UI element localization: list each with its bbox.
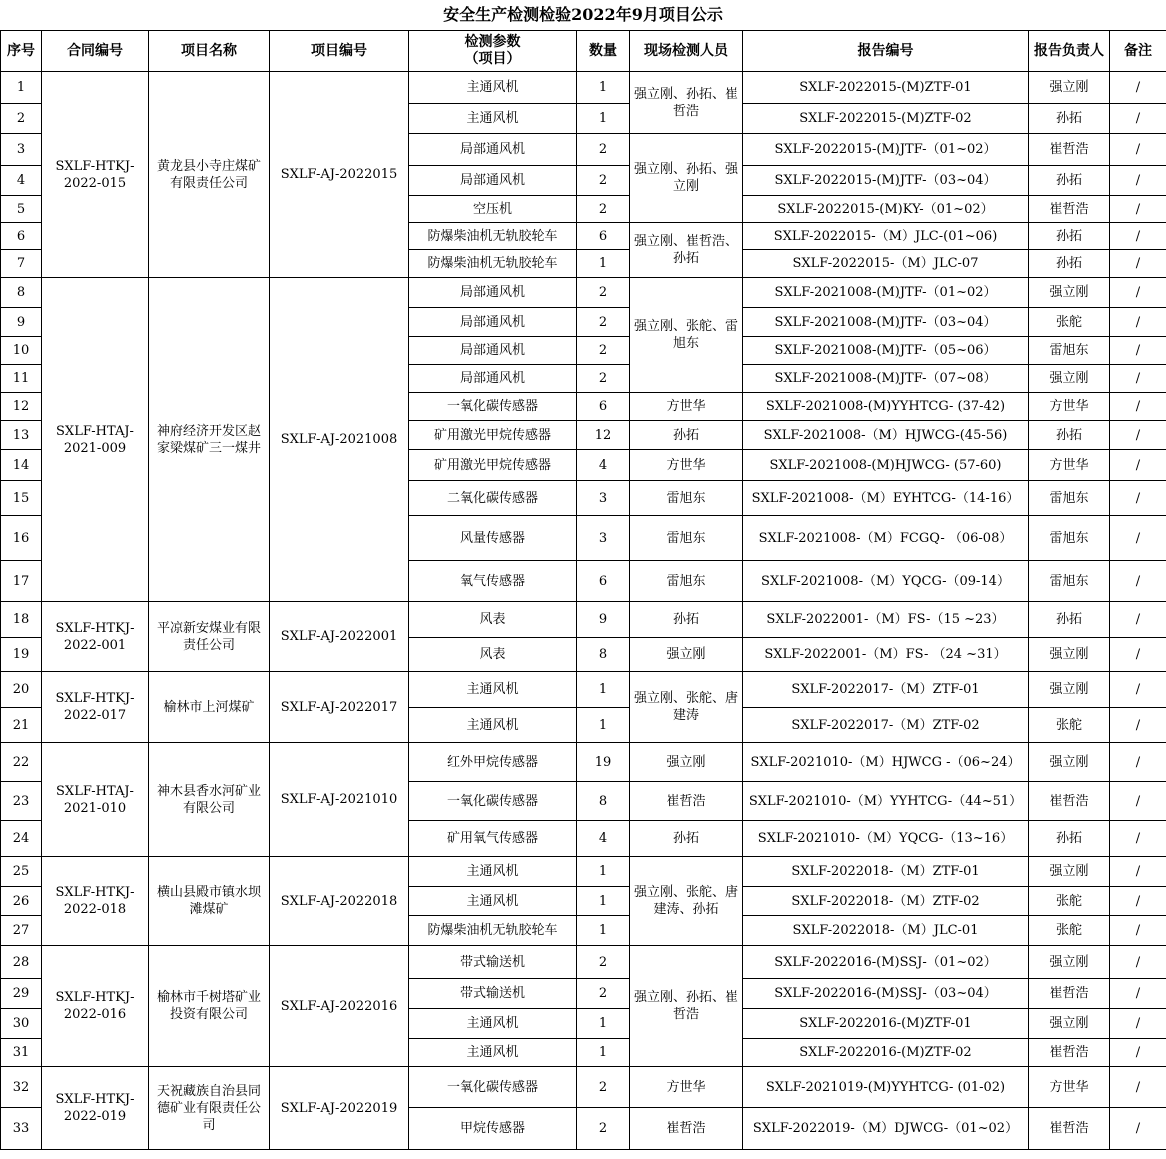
report-owner-cell: 雷旭东 <box>1029 337 1110 365</box>
seq-cell: 17 <box>1 561 42 602</box>
seq-cell: 5 <box>1 196 42 223</box>
table-row <box>1 857 1166 887</box>
report-owner-cell: 孙拓 <box>1029 821 1110 857</box>
seq-cell: 16 <box>1 516 42 561</box>
header-param-sub: （项目） <box>464 51 521 67</box>
inspectors-cell: 雷旭东 <box>630 481 743 516</box>
report-owner-cell: 崔哲浩 <box>1029 1108 1110 1150</box>
table-row <box>1 743 1166 782</box>
qty-cell: 2 <box>577 365 630 393</box>
header-contract-no: 合同编号 <box>42 31 149 72</box>
seq-cell: 14 <box>1 450 42 481</box>
seq-cell: 28 <box>1 946 42 979</box>
inspectors-cell: 强立刚、崔哲浩、孙拓 <box>630 223 743 278</box>
qty-cell: 2 <box>577 1067 630 1108</box>
report-owner-cell: 崔哲浩 <box>1029 782 1110 821</box>
seq-cell: 30 <box>1 1009 42 1039</box>
report-no-cell: SXLF-2022015-（M）JLC-07 <box>743 250 1029 278</box>
report-no-cell: SXLF-2022015-(M)KY-（01~02） <box>743 196 1029 223</box>
param-cell: 氧气传感器 <box>409 561 577 602</box>
table-row <box>1 278 1166 308</box>
inspection-table <box>0 30 1166 1150</box>
param-cell: 主通风机 <box>409 887 577 916</box>
param-cell: 主通风机 <box>409 708 577 743</box>
remark-cell: / <box>1110 821 1166 857</box>
remark-cell: / <box>1110 308 1166 337</box>
remark-cell: / <box>1110 1067 1166 1108</box>
seq-cell: 22 <box>1 743 42 782</box>
inspectors-cell: 强立刚 <box>630 638 743 672</box>
report-no-cell: SXLF-2021008-（M）FCGQ- （06-08） <box>743 516 1029 561</box>
seq-cell: 19 <box>1 638 42 672</box>
qty-cell: 12 <box>577 421 630 450</box>
table-row <box>1 946 1166 979</box>
header-report-no: 报告编号 <box>743 31 1029 72</box>
report-no-cell: SXLF-2021008-（M）YQCG-（09-14） <box>743 561 1029 602</box>
project-name-cell: 平凉新安煤业有限责任公司 <box>149 602 270 672</box>
param-cell: 矿用激光甲烷传感器 <box>409 450 577 481</box>
remark-cell: / <box>1110 166 1166 196</box>
report-owner-cell: 孙拓 <box>1029 223 1110 250</box>
param-cell: 防爆柴油机无轨胶轮车 <box>409 916 577 946</box>
header-project-no: 项目编号 <box>270 31 409 72</box>
header-qty: 数量 <box>577 31 630 72</box>
contract-cell: SXLF-HTKJ-2022-001 <box>42 602 149 672</box>
report-owner-cell: 孙拓 <box>1029 250 1110 278</box>
param-cell: 红外甲烷传感器 <box>409 743 577 782</box>
qty-cell: 4 <box>577 821 630 857</box>
report-no-cell: SXLF-2021010-（M）YQCG-（13~16） <box>743 821 1029 857</box>
table-row <box>1 72 1166 104</box>
report-no-cell: SXLF-2022015-(M)JTF-（01~02） <box>743 134 1029 166</box>
report-owner-cell: 雷旭东 <box>1029 516 1110 561</box>
report-owner-cell: 雷旭东 <box>1029 481 1110 516</box>
header-project-name: 项目名称 <box>149 31 270 72</box>
qty-cell: 2 <box>577 1108 630 1150</box>
project-no-cell: SXLF-AJ-2021008 <box>270 278 409 602</box>
seq-cell: 15 <box>1 481 42 516</box>
remark-cell: / <box>1110 337 1166 365</box>
report-owner-cell: 崔哲浩 <box>1029 979 1110 1009</box>
param-cell: 防爆柴油机无轨胶轮车 <box>409 223 577 250</box>
inspectors-cell: 崔哲浩 <box>630 782 743 821</box>
remark-cell: / <box>1110 196 1166 223</box>
project-name-cell: 黄龙县小寺庄煤矿有限责任公司 <box>149 72 270 278</box>
report-no-cell: SXLF-2022015-(M)ZTF-02 <box>743 104 1029 134</box>
param-cell: 局部通风机 <box>409 308 577 337</box>
project-no-cell: SXLF-AJ-2022018 <box>270 857 409 946</box>
report-no-cell: SXLF-2022018-（M）JLC-01 <box>743 916 1029 946</box>
qty-cell: 6 <box>577 223 630 250</box>
param-cell: 风表 <box>409 638 577 672</box>
remark-cell: / <box>1110 672 1166 708</box>
report-owner-cell: 强立刚 <box>1029 638 1110 672</box>
param-cell: 一氧化碳传感器 <box>409 782 577 821</box>
qty-cell: 19 <box>577 743 630 782</box>
report-no-cell: SXLF-2022016-(M)SSJ-（01~02） <box>743 946 1029 979</box>
param-cell: 矿用氧气传感器 <box>409 821 577 857</box>
project-name-cell: 横山县殿市镇水坝滩煤矿 <box>149 857 270 946</box>
inspectors-cell: 方世华 <box>630 393 743 421</box>
seq-cell: 13 <box>1 421 42 450</box>
contract-cell: SXLF-HTAJ-2021-010 <box>42 743 149 857</box>
remark-cell: / <box>1110 250 1166 278</box>
qty-cell: 8 <box>577 782 630 821</box>
project-name-cell: 神府经济开发区赵家梁煤矿三一煤井 <box>149 278 270 602</box>
report-owner-cell: 张舵 <box>1029 308 1110 337</box>
qty-cell: 2 <box>577 166 630 196</box>
remark-cell: / <box>1110 916 1166 946</box>
report-no-cell: SXLF-2022015-（M）JLC-(01~06) <box>743 223 1029 250</box>
param-cell: 主通风机 <box>409 1039 577 1067</box>
qty-cell: 1 <box>577 672 630 708</box>
remark-cell: / <box>1110 887 1166 916</box>
qty-cell: 1 <box>577 72 630 104</box>
qty-cell: 1 <box>577 1009 630 1039</box>
param-cell: 防爆柴油机无轨胶轮车 <box>409 250 577 278</box>
qty-cell: 2 <box>577 308 630 337</box>
seq-cell: 33 <box>1 1108 42 1150</box>
report-owner-cell: 强立刚 <box>1029 672 1110 708</box>
seq-cell: 20 <box>1 672 42 708</box>
inspectors-cell: 孙拓 <box>630 602 743 638</box>
seq-cell: 23 <box>1 782 42 821</box>
inspectors-cell: 崔哲浩 <box>630 1108 743 1150</box>
remark-cell: / <box>1110 708 1166 743</box>
project-no-cell: SXLF-AJ-2021010 <box>270 743 409 857</box>
report-owner-cell: 孙拓 <box>1029 166 1110 196</box>
seq-cell: 7 <box>1 250 42 278</box>
qty-cell: 1 <box>577 916 630 946</box>
remark-cell: / <box>1110 638 1166 672</box>
remark-cell: / <box>1110 979 1166 1009</box>
page-title: 安全生产检测检验2022年9月项目公示 <box>443 5 723 24</box>
inspectors-cell: 方世华 <box>630 450 743 481</box>
remark-cell: / <box>1110 104 1166 134</box>
seq-cell: 26 <box>1 887 42 916</box>
report-no-cell: SXLF-2021008-（M）HJWCG-(45-56) <box>743 421 1029 450</box>
project-no-cell: SXLF-AJ-2022016 <box>270 946 409 1067</box>
inspectors-cell: 强立刚、张舵、唐建涛 <box>630 672 743 743</box>
report-no-cell: SXLF-2021010-（M）YYHTCG-（44~51） <box>743 782 1029 821</box>
remark-cell: / <box>1110 393 1166 421</box>
report-owner-cell: 张舵 <box>1029 916 1110 946</box>
table-row <box>1 1067 1166 1108</box>
seq-cell: 18 <box>1 602 42 638</box>
report-owner-cell: 强立刚 <box>1029 365 1110 393</box>
seq-cell: 12 <box>1 393 42 421</box>
inspectors-cell: 雷旭东 <box>630 516 743 561</box>
param-cell: 矿用激光甲烷传感器 <box>409 421 577 450</box>
remark-cell: / <box>1110 365 1166 393</box>
param-cell: 主通风机 <box>409 72 577 104</box>
param-cell: 局部通风机 <box>409 166 577 196</box>
project-no-cell: SXLF-AJ-2022017 <box>270 672 409 743</box>
param-cell: 局部通风机 <box>409 337 577 365</box>
param-cell: 甲烷传感器 <box>409 1108 577 1150</box>
report-no-cell: SXLF-2021010-（M）HJWCG -（06~24） <box>743 743 1029 782</box>
qty-cell: 1 <box>577 250 630 278</box>
report-owner-cell: 崔哲浩 <box>1029 1039 1110 1067</box>
param-cell: 风量传感器 <box>409 516 577 561</box>
inspectors-cell: 强立刚、孙拓、强立刚 <box>630 134 743 223</box>
report-owner-cell: 崔哲浩 <box>1029 134 1110 166</box>
header-remark: 备注 <box>1110 31 1166 72</box>
report-no-cell: SXLF-2022016-(M)ZTF-02 <box>743 1039 1029 1067</box>
seq-cell: 25 <box>1 857 42 887</box>
project-name-cell: 天祝藏族自治县同德矿业有限责任公司 <box>149 1067 270 1150</box>
report-no-cell: SXLF-2021008-(M)HJWCG- (57-60) <box>743 450 1029 481</box>
inspectors-cell: 孙拓 <box>630 821 743 857</box>
remark-cell: / <box>1110 561 1166 602</box>
inspectors-cell: 孙拓 <box>630 421 743 450</box>
contract-cell: SXLF-HTAJ-2021-009 <box>42 278 149 602</box>
project-no-cell: SXLF-AJ-2022015 <box>270 72 409 278</box>
remark-cell: / <box>1110 1039 1166 1067</box>
qty-cell: 4 <box>577 450 630 481</box>
report-owner-cell: 孙拓 <box>1029 421 1110 450</box>
report-owner-cell: 张舵 <box>1029 887 1110 916</box>
qty-cell: 1 <box>577 708 630 743</box>
qty-cell: 6 <box>577 393 630 421</box>
param-cell: 主通风机 <box>409 672 577 708</box>
remark-cell: / <box>1110 278 1166 308</box>
param-cell: 风表 <box>409 602 577 638</box>
remark-cell: / <box>1110 481 1166 516</box>
inspectors-cell: 强立刚 <box>630 743 743 782</box>
contract-cell: SXLF-HTKJ-2022-018 <box>42 857 149 946</box>
seq-cell: 24 <box>1 821 42 857</box>
seq-cell: 1 <box>1 72 42 104</box>
seq-cell: 32 <box>1 1067 42 1108</box>
qty-cell: 8 <box>577 638 630 672</box>
remark-cell: / <box>1110 223 1166 250</box>
seq-cell: 21 <box>1 708 42 743</box>
param-cell: 带式输送机 <box>409 946 577 979</box>
param-cell: 二氧化碳传感器 <box>409 481 577 516</box>
remark-cell: / <box>1110 1009 1166 1039</box>
report-owner-cell: 强立刚 <box>1029 743 1110 782</box>
qty-cell: 1 <box>577 887 630 916</box>
inspectors-cell: 强立刚、张舵、唐建涛、孙拓 <box>630 857 743 946</box>
report-no-cell: SXLF-2022015-(M)JTF-（03~04） <box>743 166 1029 196</box>
report-owner-cell: 孙拓 <box>1029 104 1110 134</box>
param-cell: 局部通风机 <box>409 278 577 308</box>
project-no-cell: SXLF-AJ-2022001 <box>270 602 409 672</box>
table-row <box>1 672 1166 708</box>
header-inspectors: 现场检测人员 <box>630 31 743 72</box>
seq-cell: 11 <box>1 365 42 393</box>
report-no-cell: SXLF-2022019-（M）DJWCG-（01~02） <box>743 1108 1029 1150</box>
param-cell: 局部通风机 <box>409 365 577 393</box>
param-cell: 带式输送机 <box>409 979 577 1009</box>
param-cell: 一氧化碳传感器 <box>409 1067 577 1108</box>
remark-cell: / <box>1110 72 1166 104</box>
report-owner-cell: 崔哲浩 <box>1029 196 1110 223</box>
project-no-cell: SXLF-AJ-2022019 <box>270 1067 409 1150</box>
report-owner-cell: 孙拓 <box>1029 602 1110 638</box>
remark-cell: / <box>1110 516 1166 561</box>
seq-cell: 3 <box>1 134 42 166</box>
remark-cell: / <box>1110 1108 1166 1150</box>
report-owner-cell: 强立刚 <box>1029 72 1110 104</box>
remark-cell: / <box>1110 602 1166 638</box>
seq-cell: 27 <box>1 916 42 946</box>
report-no-cell: SXLF-2022001-（M）FS-（15 ~23） <box>743 602 1029 638</box>
param-cell: 空压机 <box>409 196 577 223</box>
contract-cell: SXLF-HTKJ-2022-016 <box>42 946 149 1067</box>
header-param <box>409 31 577 72</box>
qty-cell: 1 <box>577 1039 630 1067</box>
report-owner-cell: 张舵 <box>1029 708 1110 743</box>
param-cell: 主通风机 <box>409 857 577 887</box>
table-row <box>1 602 1166 638</box>
param-cell: 局部通风机 <box>409 134 577 166</box>
remark-cell: / <box>1110 857 1166 887</box>
remark-cell: / <box>1110 450 1166 481</box>
report-owner-cell: 强立刚 <box>1029 1009 1110 1039</box>
remark-cell: / <box>1110 782 1166 821</box>
report-owner-cell: 方世华 <box>1029 393 1110 421</box>
qty-cell: 2 <box>577 337 630 365</box>
report-owner-cell: 强立刚 <box>1029 857 1110 887</box>
qty-cell: 6 <box>577 561 630 602</box>
seq-cell: 9 <box>1 308 42 337</box>
report-no-cell: SXLF-2021008-(M)JTF-（03~04） <box>743 308 1029 337</box>
contract-cell: SXLF-HTKJ-2022-017 <box>42 672 149 743</box>
report-owner-cell: 强立刚 <box>1029 946 1110 979</box>
qty-cell: 9 <box>577 602 630 638</box>
qty-cell: 2 <box>577 979 630 1009</box>
report-no-cell: SXLF-2021008-（M）EYHTCG-（14-16） <box>743 481 1029 516</box>
seq-cell: 29 <box>1 979 42 1009</box>
remark-cell: / <box>1110 421 1166 450</box>
seq-cell: 6 <box>1 223 42 250</box>
header-seq: 序号 <box>1 31 42 72</box>
qty-cell: 2 <box>577 134 630 166</box>
report-owner-cell: 雷旭东 <box>1029 561 1110 602</box>
report-owner-cell: 强立刚 <box>1029 278 1110 308</box>
project-name-cell: 神木县香水河矿业有限公司 <box>149 743 270 857</box>
qty-cell: 2 <box>577 196 630 223</box>
report-no-cell: SXLF-2022001-（M）FS- （24 ~31） <box>743 638 1029 672</box>
seq-cell: 2 <box>1 104 42 134</box>
seq-cell: 10 <box>1 337 42 365</box>
report-no-cell: SXLF-2022018-（M）ZTF-01 <box>743 857 1029 887</box>
report-no-cell: SXLF-2022016-(M)SSJ-（03~04） <box>743 979 1029 1009</box>
report-no-cell: SXLF-2022017-（M）ZTF-01 <box>743 672 1029 708</box>
qty-cell: 3 <box>577 516 630 561</box>
report-owner-cell: 方世华 <box>1029 1067 1110 1108</box>
project-name-cell: 榆林市千树塔矿业投资有限公司 <box>149 946 270 1067</box>
param-cell: 一氧化碳传感器 <box>409 393 577 421</box>
report-no-cell: SXLF-2021008-(M)JTF-（07~08） <box>743 365 1029 393</box>
qty-cell: 1 <box>577 857 630 887</box>
param-cell: 主通风机 <box>409 104 577 134</box>
inspectors-cell: 强立刚、张舵、雷旭东 <box>630 278 743 393</box>
report-owner-cell: 方世华 <box>1029 450 1110 481</box>
report-no-cell: SXLF-2022017-（M）ZTF-02 <box>743 708 1029 743</box>
qty-cell: 2 <box>577 278 630 308</box>
qty-cell: 1 <box>577 104 630 134</box>
report-no-cell: SXLF-2021008-(M)JTF-（05~06） <box>743 337 1029 365</box>
seq-cell: 4 <box>1 166 42 196</box>
contract-cell: SXLF-HTKJ-2022-019 <box>42 1067 149 1150</box>
report-no-cell: SXLF-2021008-(M)JTF-（01~02） <box>743 278 1029 308</box>
header-row <box>1 31 1166 72</box>
report-no-cell: SXLF-2021019-(M)YYHTCG- (01-02) <box>743 1067 1029 1108</box>
seq-cell: 8 <box>1 278 42 308</box>
report-no-cell: SXLF-2022018-（M）ZTF-02 <box>743 887 1029 916</box>
seq-cell: 31 <box>1 1039 42 1067</box>
qty-cell: 3 <box>577 481 630 516</box>
remark-cell: / <box>1110 134 1166 166</box>
header-param-main: 检测参数 <box>464 34 521 50</box>
report-no-cell: SXLF-2022015-(M)ZTF-01 <box>743 72 1029 104</box>
remark-cell: / <box>1110 946 1166 979</box>
inspectors-cell: 方世华 <box>630 1067 743 1108</box>
remark-cell: / <box>1110 743 1166 782</box>
report-no-cell: SXLF-2021008-(M)YYHTCG- (37-42) <box>743 393 1029 421</box>
inspectors-cell: 雷旭东 <box>630 561 743 602</box>
report-no-cell: SXLF-2022016-(M)ZTF-01 <box>743 1009 1029 1039</box>
inspectors-cell: 强立刚、孙拓、崔哲浩 <box>630 72 743 134</box>
qty-cell: 2 <box>577 946 630 979</box>
inspectors-cell: 强立刚、孙拓、崔哲浩 <box>630 946 743 1067</box>
header-report-owner: 报告负责人 <box>1029 31 1110 72</box>
contract-cell: SXLF-HTKJ-2022-015 <box>42 72 149 278</box>
param-cell: 主通风机 <box>409 1009 577 1039</box>
project-name-cell: 榆林市上河煤矿 <box>149 672 270 743</box>
